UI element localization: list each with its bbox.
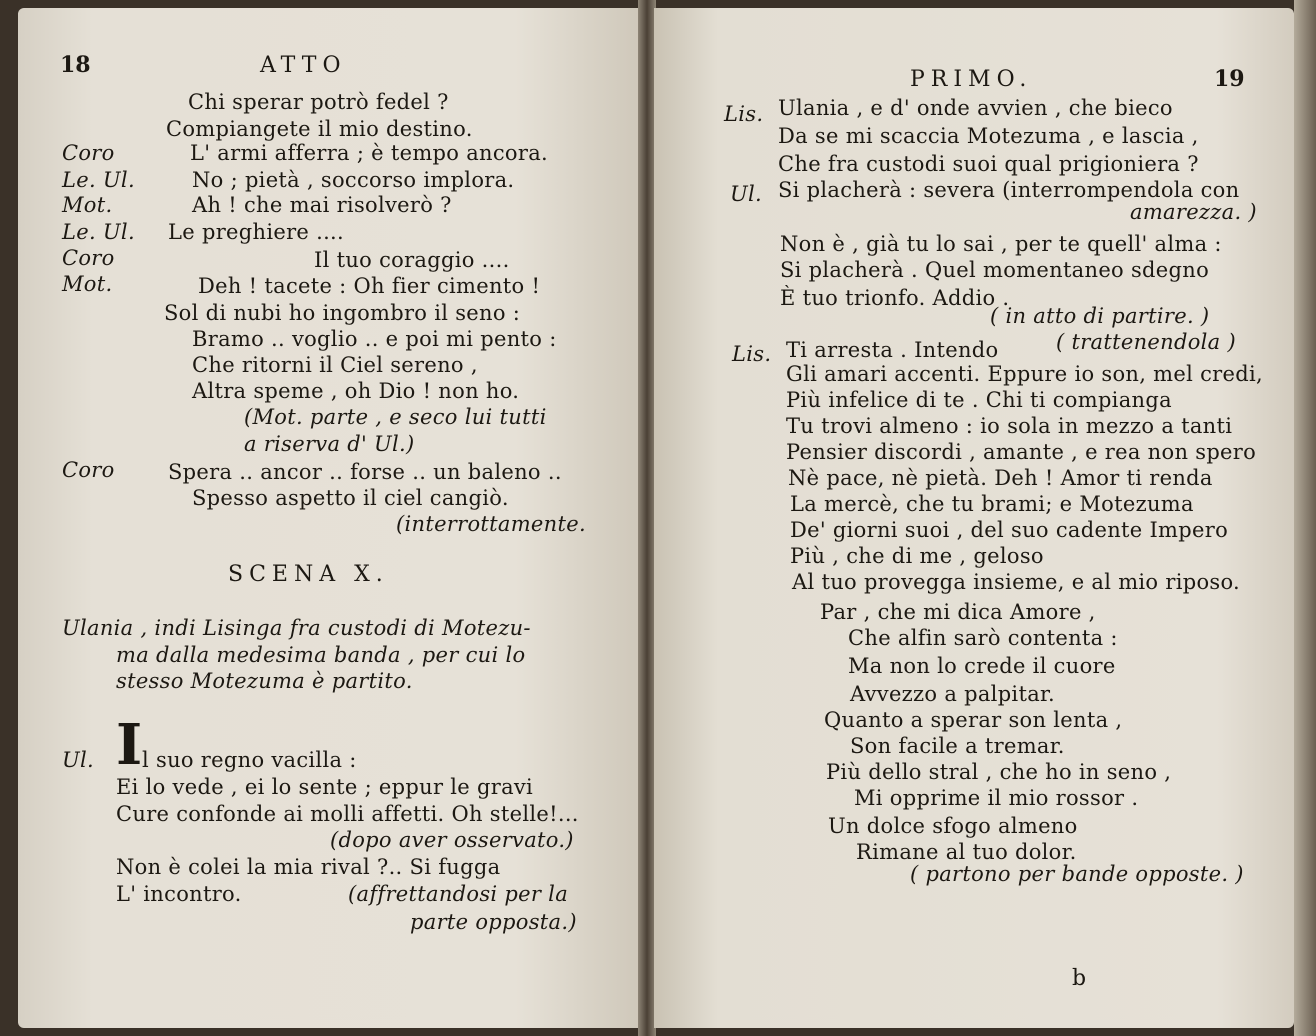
aria-line: Rimane al tuo dolor. (856, 840, 1077, 864)
verse-line: Più , che di me , geloso (790, 544, 1044, 568)
scene-direction-line: ma dalla medesima banda , per cui lo (116, 643, 526, 667)
speaker-label: Coro (62, 246, 115, 270)
verse-line: Da se mi scaccia Motezuma , e lascia , (778, 124, 1199, 148)
stage-direction: ( in atto di partire. ) (990, 304, 1210, 328)
verse-line: Pensier discordi , amante , e rea non spero (786, 440, 1257, 464)
drop-cap: I (116, 712, 143, 778)
aria-line: Par , che mi dica Amore , (820, 600, 1096, 624)
verse-line: Ei lo vede , ei lo sente ; eppur le gravi (116, 775, 534, 799)
verse-line: Cure confonde ai molli affetti. Oh stelle!... (116, 802, 579, 826)
verse-line: Chi sperar potrò fedel ? (188, 90, 449, 114)
aria-line: Avvezzo a palpitar. (850, 682, 1056, 706)
aria-line: Quanto a sperar son lenta , (824, 708, 1123, 732)
verse-line: Sol di nubi ho ingombro il seno : (164, 301, 521, 325)
speaker-label: Lis. (732, 342, 772, 366)
scene-direction-line: stesso Motezuma è partito. (116, 669, 413, 693)
verse-line: Al tuo provegga insieme, e al mio riposo. (792, 570, 1241, 594)
right-page (654, 8, 1294, 1028)
verse-line: Che ritorni il Ciel sereno , (192, 353, 478, 377)
aria-line: Mi opprime il mio rossor . (854, 786, 1139, 810)
verse-line: Tu trovi almeno : io sola in mezzo a tanti (786, 414, 1233, 438)
speaker-label: Ul. (62, 748, 94, 772)
scene-direction-line: Ulania , indi Lisinga fra custodi di Motezu- (62, 616, 531, 640)
verse-line: Si placherà : severa (interrompendola con (778, 178, 1240, 202)
verse-line: De' giorni suoi , del suo cadente Impero (790, 518, 1229, 542)
verse-line: Spera .. ancor .. forse .. un baleno .. (168, 460, 562, 484)
aria-line: Più dello stral , che ho in seno , (826, 760, 1172, 784)
verse-line: Non è , già tu lo sai , per te quell' alma : (780, 232, 1222, 256)
signature-mark: b (1072, 966, 1087, 991)
page-edges (1294, 0, 1316, 1036)
verse-line: Si placherà . Quel momentaneo sdegno (780, 258, 1210, 282)
stage-direction: a riserva d' Ul.) (244, 432, 415, 456)
verse-line: Altra speme , oh Dio ! non ho. (192, 379, 520, 403)
verse-line: Il tuo coraggio .... (314, 248, 510, 272)
speaker-label: Le. Ul. (62, 220, 135, 244)
aria-line: Un dolce sfogo almeno (828, 814, 1078, 838)
aria-line: Son facile a tremar. (850, 734, 1065, 758)
stage-direction: parte opposta.) (410, 910, 577, 934)
stage-direction: (dopo aver osservato.) (330, 828, 574, 852)
verse-line: Nè pace, nè pietà. Deh ! Amor ti renda (788, 466, 1213, 490)
verse-line: Ah ! che mai risolverò ? (192, 193, 452, 217)
left-page (18, 8, 640, 1028)
verse-line: Spesso aspetto il ciel cangiò. (192, 486, 509, 510)
speaker-label: Lis. (724, 102, 764, 126)
speaker-label: Mot. (62, 193, 113, 217)
stage-direction: amarezza. ) (1130, 200, 1257, 224)
verse-line: Gli amari accenti. Eppure io son, mel credi, (786, 362, 1263, 386)
verse-line: È tuo trionfo. Addio . (780, 286, 1010, 310)
stage-direction: (interrottamente. (396, 512, 586, 536)
speaker-label: Ul. (730, 182, 762, 206)
running-head-right: PRIMO. (910, 67, 1033, 92)
verse-line: Bramo .. voglio .. e poi mi pento : (192, 327, 557, 351)
speaker-label: Mot. (62, 272, 113, 296)
verse-line: Ulania , e d' onde avvien , che bieco (778, 96, 1173, 120)
verse-line: Compiangete il mio destino. (166, 117, 473, 141)
page-number-right: 19 (1214, 66, 1245, 92)
speaker-label: Coro (62, 458, 115, 482)
scene-title: SCENA X. (228, 562, 389, 587)
speaker-label: Le. Ul. (62, 168, 135, 192)
aria-line: Che alfin sarò contenta : (848, 626, 1118, 650)
verse-line: La mercè, che tu brami; e Motezuma (790, 492, 1194, 516)
verse-line: Che fra custodi suoi qual prigioniera ? (778, 152, 1199, 176)
stage-direction: (Mot. parte , e seco lui tutti (244, 405, 547, 429)
stage-direction: ( partono per bande opposte. ) (910, 862, 1244, 886)
stage-direction: (affrettandosi per la (348, 882, 569, 906)
verse-line: Più infelice di te . Chi ti compianga (786, 388, 1172, 412)
verse-line: Le preghiere .... (168, 220, 345, 244)
running-head-left: ATTO (260, 53, 347, 78)
verse-line: L' incontro. (116, 882, 242, 906)
verse-line: Non è colei la mia rival ?.. Si fugga (116, 855, 501, 879)
verse-line: L' armi afferra ; è tempo ancora. (190, 141, 548, 165)
verse-line: Deh ! tacete : Oh fier cimento ! (198, 274, 541, 298)
stage-direction: ( trattenendola ) (1056, 330, 1236, 354)
page-number-left: 18 (60, 52, 91, 78)
verse-line: Ti arresta . Intendo (786, 338, 999, 362)
speaker-label: Coro (62, 141, 115, 165)
verse-line: No ; pietà , soccorso implora. (192, 168, 515, 192)
aria-line: Ma non lo crede il cuore (848, 654, 1116, 678)
verse-line: l suo regno vacilla : (142, 748, 357, 772)
